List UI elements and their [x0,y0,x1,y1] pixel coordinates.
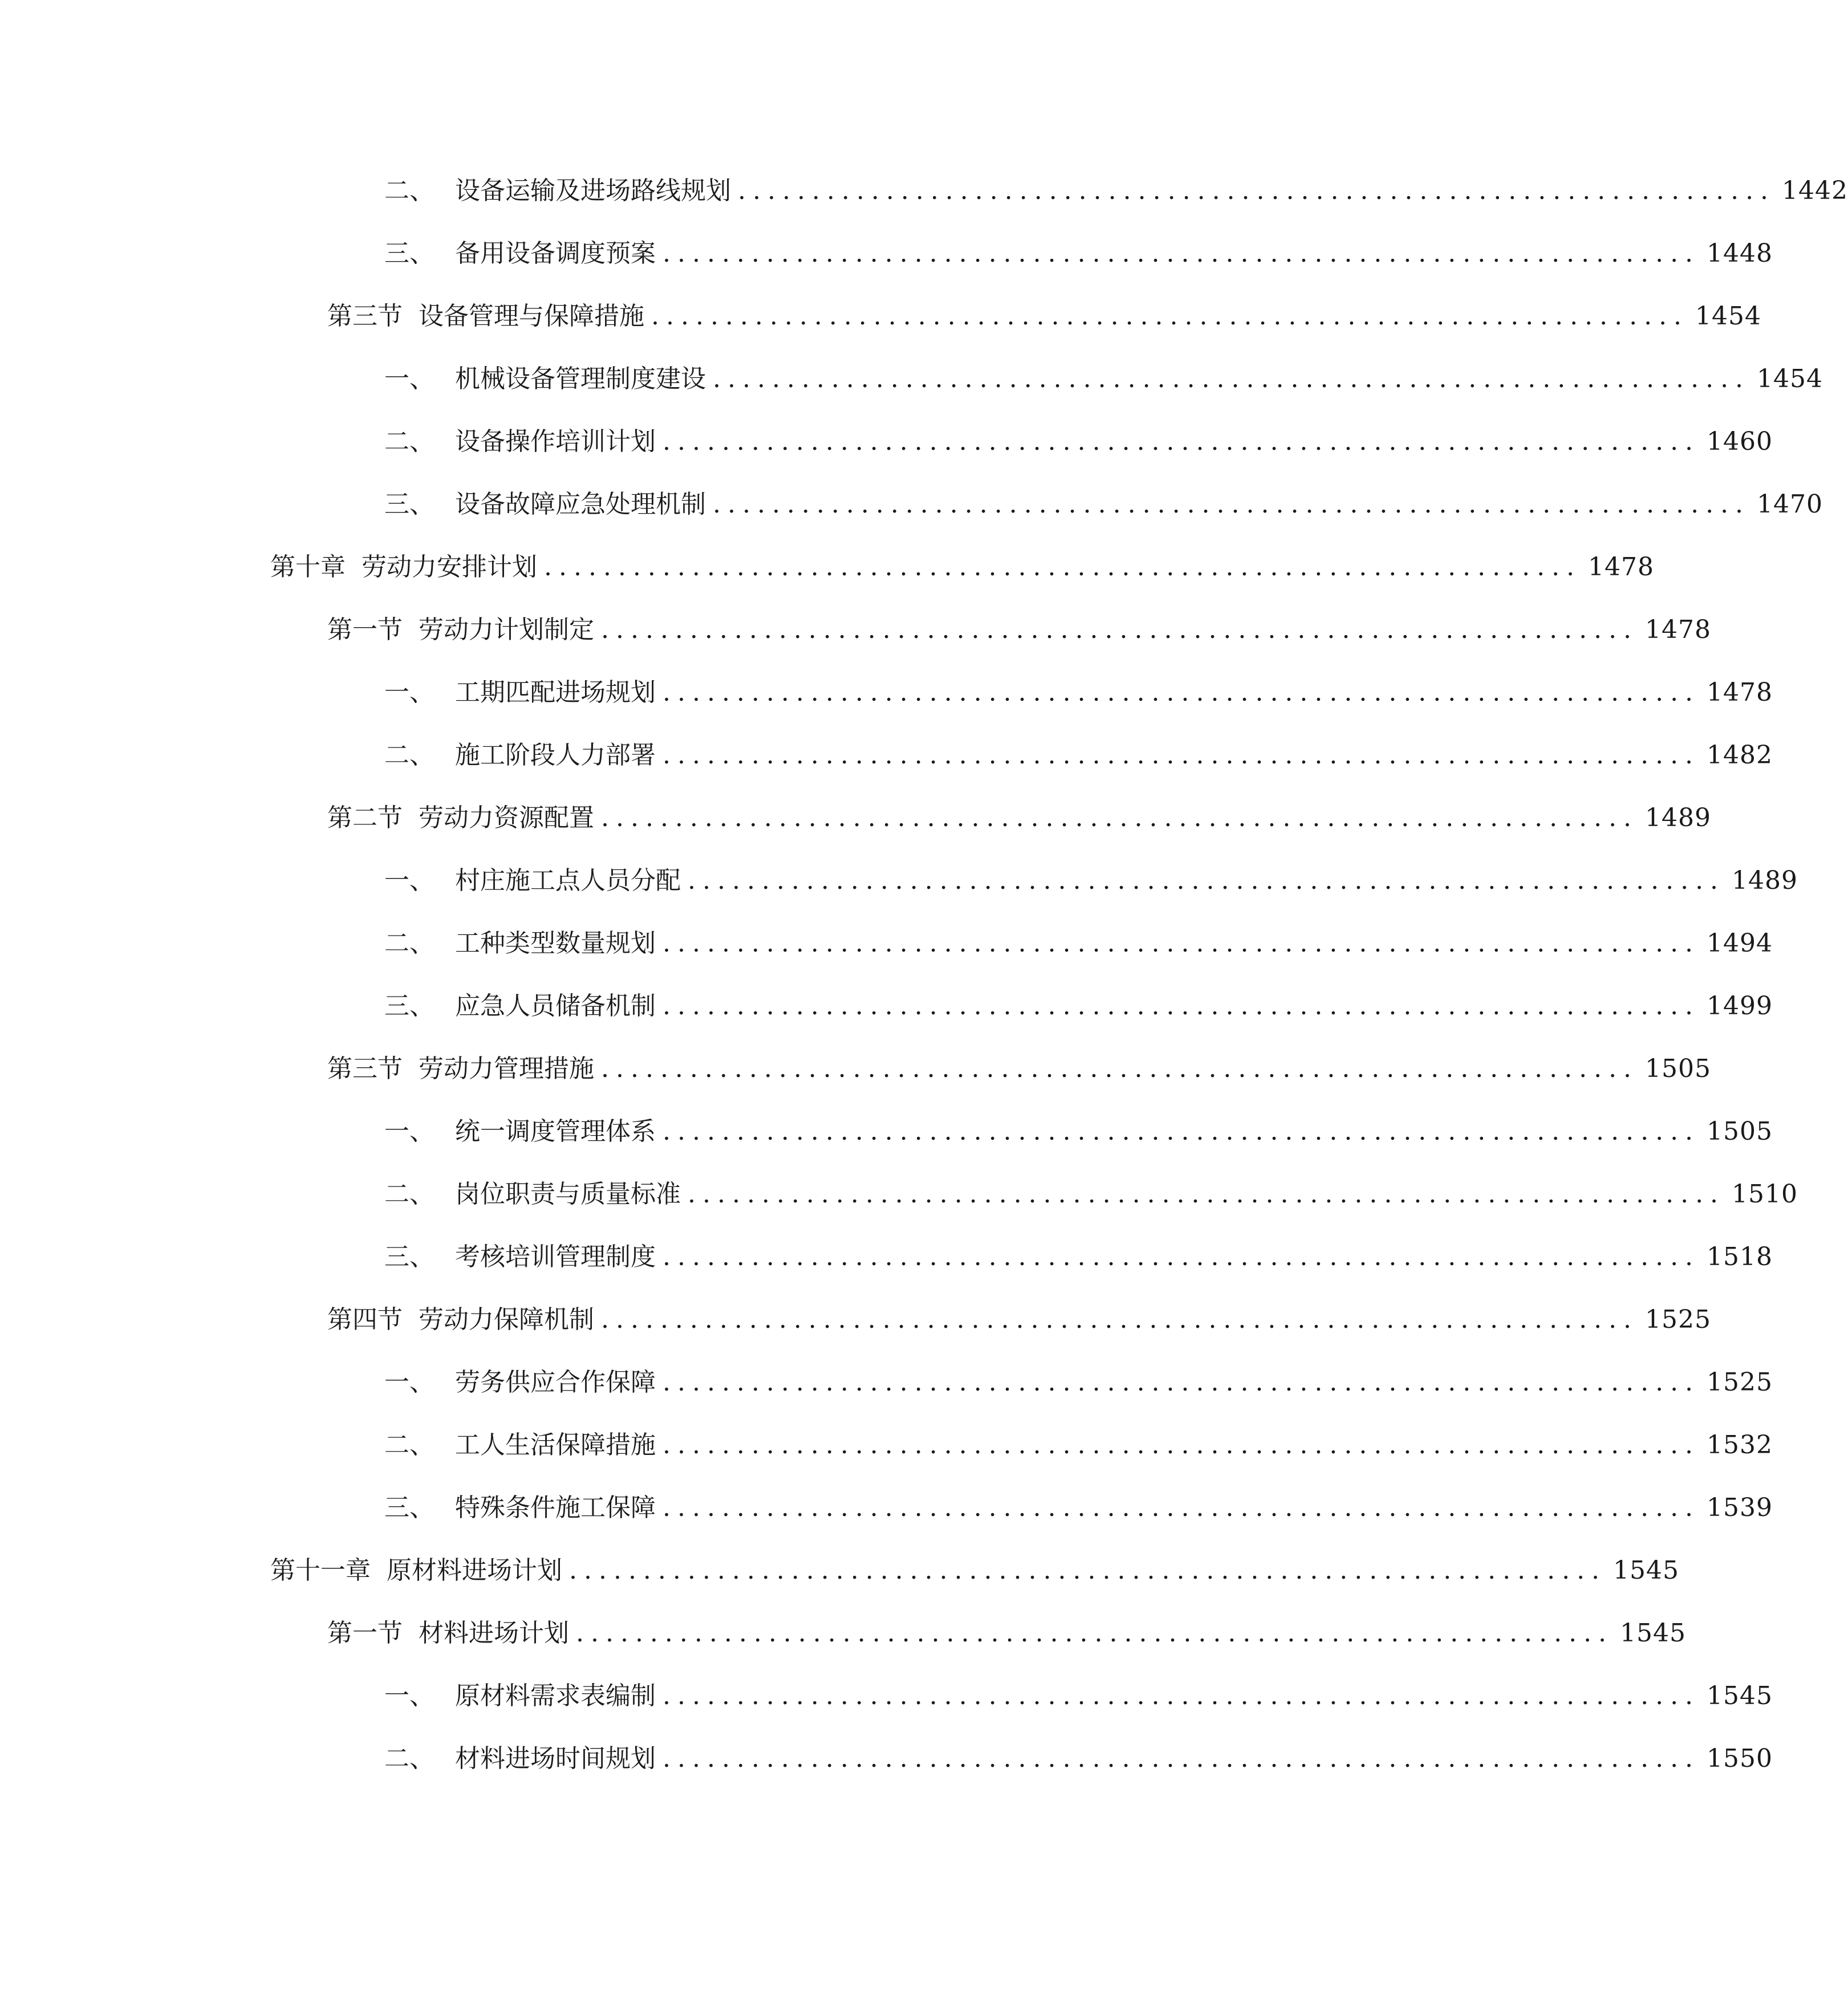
toc-entry-title: 设备故障应急处理机制 [455,490,706,519]
dot-leader: ...................................................................... [663,1242,1700,1271]
toc-entry-title: 应急人员储备机制 [455,991,656,1021]
toc-entry-title: 备用设备调度预案 [455,239,656,268]
toc-entry-number: 第三节 [327,1054,403,1083]
dot-leader: ...................................................................... [713,490,1750,519]
dot-leader: ...................................................................... [601,615,1639,644]
dot-leader: ...................................................................... [713,364,1750,393]
toc-entry-number: 第三节 [327,302,403,331]
toc-entry-title: 原材料需求表编制 [455,1681,656,1710]
toc-entry[interactable] [384,735,1773,775]
toc-entry-page: 1539 [1707,1493,1773,1522]
toc-entry[interactable] [384,1739,1773,1779]
toc-entry[interactable] [384,485,1823,525]
dot-leader: ...................................................................... [576,1619,1614,1648]
toc-entry-title: 工种类型数量规划 [455,929,656,958]
toc-entry-page: 1525 [1707,1368,1773,1397]
dot-leader: ...................................................................... [663,239,1700,268]
toc-entry[interactable] [384,1676,1773,1716]
toc-entry-page: 1494 [1707,929,1773,958]
toc-entry-page: 1550 [1707,1744,1773,1773]
toc-entry[interactable] [384,1363,1773,1403]
toc-entry-page: 1505 [1645,1054,1712,1083]
toc-entry[interactable] [327,1300,1712,1340]
toc-entry-page: 1532 [1707,1430,1773,1460]
toc-entry-page: 1478 [1707,678,1773,707]
toc-entry-page: 1518 [1707,1242,1773,1271]
toc-entry-number: 二、 [384,1180,434,1209]
toc-entry-number: 第十章 [270,552,346,582]
toc-entry-title: 统一调度管理体系 [455,1117,656,1146]
toc-entry-number: 三、 [384,991,434,1021]
toc-entry-page: 1489 [1732,866,1798,895]
toc-entry-number: 三、 [384,1493,434,1522]
toc-entry-page: 1505 [1707,1117,1773,1146]
toc-entry-number: 一、 [384,1117,434,1146]
toc-entry-title: 材料进场时间规划 [455,1744,656,1773]
toc-entry-page: 1478 [1588,552,1655,582]
dot-leader: ...................................................................... [601,1054,1639,1083]
toc-entry-title: 劳动力计划制定 [419,615,594,644]
toc-entry-number: 二、 [384,929,434,958]
toc-entry-number: 二、 [384,176,434,205]
toc-entry-page: 1510 [1732,1180,1798,1209]
toc-entry-title: 特殊条件施工保障 [455,1493,656,1522]
toc-entry-page: 1545 [1707,1681,1773,1710]
toc-entry-number: 二、 [384,427,434,456]
toc-entry[interactable] [384,673,1773,713]
toc-entry-number: 二、 [384,1744,434,1773]
dot-leader: ...................................................................... [663,1744,1700,1773]
dot-leader: ...................................................................... [663,1117,1700,1146]
toc-entry-number: 二、 [384,741,434,770]
toc-entry[interactable] [384,861,1798,901]
dot-leader: ...................................................................... [569,1556,1607,1585]
toc-entry-number: 第二节 [327,803,403,832]
toc-entry-number: 一、 [384,364,434,393]
toc-entry-title: 劳动力管理措施 [419,1054,594,1083]
toc-entry[interactable] [327,1613,1687,1653]
dot-leader: ...................................................................... [663,991,1700,1021]
toc-entry-title: 设备管理与保障措施 [419,302,644,331]
dot-leader: ...................................................................... [738,176,1776,205]
toc-entry-number: 第一节 [327,615,403,644]
dot-leader: ...................................................................... [601,1305,1639,1334]
toc-entry-number: 一、 [384,866,434,895]
toc-entry-page: 1499 [1707,991,1773,1021]
toc-entry-title: 工期匹配进场规划 [455,678,656,707]
toc-entry-number: 一、 [384,1681,434,1710]
dot-leader: ...................................................................... [663,1368,1700,1397]
toc-entry-number: 第十一章 [270,1556,371,1585]
dot-leader: ...................................................................... [663,678,1700,707]
toc-entry-title: 设备操作培训计划 [455,427,656,456]
toc-entry-page: 1454 [1757,364,1823,393]
toc-entry[interactable] [384,924,1773,964]
toc-entry-number: 第一节 [327,1619,403,1648]
dot-leader: ...................................................................... [688,866,1725,895]
toc-entry[interactable] [327,1049,1712,1089]
toc-entry[interactable] [384,359,1823,399]
toc-entry-title: 岗位职责与质量标准 [455,1180,681,1209]
toc-entry-page: 1470 [1757,490,1823,519]
toc-entry-title: 施工阶段人力部署 [455,741,656,770]
toc-entry[interactable] [327,798,1712,838]
dot-leader: ...................................................................... [544,552,1582,582]
toc-entry[interactable] [384,171,1848,211]
toc-entry-title: 材料进场计划 [419,1619,569,1648]
dot-leader: ...................................................................... [663,427,1700,456]
toc-entry-page: 1478 [1645,615,1712,644]
toc-entry-page: 1525 [1645,1305,1712,1334]
toc-entry[interactable] [327,296,1762,336]
dot-leader: ...................................................................... [663,1681,1700,1710]
toc-entry-page: 1545 [1620,1619,1687,1648]
toc-entry-number: 第四节 [327,1305,403,1334]
toc-entry-page: 1454 [1695,302,1762,331]
toc-entry-title: 劳动力资源配置 [419,803,594,832]
toc-entry-number: 三、 [384,239,434,268]
toc-entry[interactable] [384,986,1773,1026]
toc-entry-page: 1545 [1613,1556,1680,1585]
toc-entry[interactable] [384,234,1773,274]
toc-entry-page: 1482 [1707,741,1773,770]
toc-entry-title: 考核培训管理制度 [455,1242,656,1271]
toc-entry-page: 1489 [1645,803,1712,832]
toc-entry-number: 一、 [384,1368,434,1397]
toc-entry-title: 设备运输及进场路线规划 [455,176,731,205]
toc-entry[interactable] [384,1237,1773,1277]
toc-entry-title: 机械设备管理制度建设 [455,364,706,393]
dot-leader: ...................................................................... [651,302,1689,331]
toc-entry[interactable] [270,547,1655,587]
toc-entry-number: 一、 [384,678,434,707]
toc-entry-title: 劳动力安排计划 [362,552,537,582]
toc-entry[interactable] [384,1174,1798,1214]
dot-leader: ...................................................................... [688,1180,1725,1209]
toc-entry[interactable] [270,1551,1680,1591]
toc-entry-number: 二、 [384,1430,434,1460]
toc-entry-title: 村庄施工点人员分配 [455,866,681,895]
toc-entry[interactable] [384,1112,1773,1152]
toc-entry-title: 原材料进场计划 [387,1556,562,1585]
toc-entry-page: 1460 [1707,427,1773,456]
toc-entry[interactable] [384,1488,1773,1528]
dot-leader: ...................................................................... [663,929,1700,958]
dot-leader: ...................................................................... [663,1430,1700,1460]
toc-entry-number: 三、 [384,490,434,519]
toc-entry-title: 劳动力保障机制 [419,1305,594,1334]
toc-entry-title: 劳务供应合作保障 [455,1368,656,1397]
toc-entry[interactable] [384,1425,1773,1465]
toc-entry[interactable] [327,610,1712,650]
dot-leader: ...................................................................... [663,741,1700,770]
toc-entry-page: 1442 [1782,176,1848,205]
toc-entry[interactable] [384,422,1773,462]
toc-entry-title: 工人生活保障措施 [455,1430,656,1460]
dot-leader: ...................................................................... [663,1493,1700,1522]
dot-leader: ...................................................................... [601,803,1639,832]
toc-entry-number: 三、 [384,1242,434,1271]
toc-entry-page: 1448 [1707,239,1773,268]
